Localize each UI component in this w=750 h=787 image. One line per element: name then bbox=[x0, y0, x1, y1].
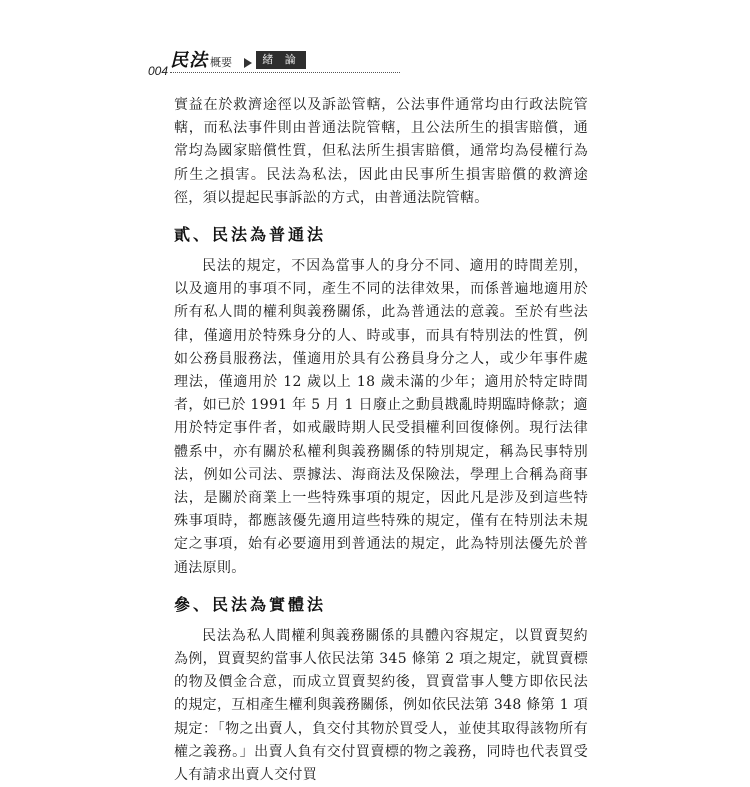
header-divider bbox=[170, 72, 400, 73]
section-heading-general-law: 貳、民法為普通法 bbox=[174, 225, 327, 245]
page-number: 004 bbox=[148, 64, 169, 78]
paragraph-general-law: 民法的規定，不因為當事人的身分不同、適用的時間差別，以及適用的事項不同，產生不同的法律效果，而係普遍地適用於所有私人間的權利與義務關係，此為普通法的意義。至於有些法律，僅適用於特殊身分的人、時或事，而具有特別法的性質，例如公務員服務法，僅適用於具有公務員身分之人，或少年事件處理法，僅適用於 12 歲以上 18 歲未滿的少年；適用於特定時間者，如已於 1991 年 5 月 1 日廢止之動員戡亂時期臨時條款；適用於特定事件者，如戒嚴時期人民受損權利回復條例。現行法律體系中，亦有關於私權利與義務關係的特別規定，稱為民事特別法，例如公司法、票據法、海商法及保險法，學理上合稱為商事法，是關於商業上一些特殊事項的規定，因此凡是涉及到這些特殊事項時，都應該優先適用這些特殊的規定，僅有在特別法未規定之事項，始有必要適用到普通法的規定，此為特別法優先於普通法原則。 bbox=[174, 258, 588, 576]
chapter-badge: 緒 論 bbox=[256, 51, 306, 69]
page-body bbox=[174, 94, 588, 787]
book-subtitle: 概要 bbox=[210, 56, 232, 69]
book-title: 民法 bbox=[170, 50, 208, 71]
paragraph-substantive-law: 民法為私人間權利與義務關係的具體內容規定，以買賣契約為例，買賣契約當事人依民法第 345 條第 2 項之規定，就買賣標的物及價金合意，而成立買賣契約後，買賣當事人雙方即依民法的規定，互相產生權利與義務關係，例如依民法第 348 條第 1 項規定：「物之出賣人，負交付其物於買受人，並使其取得該物所有權之義務。」出賣人負有交付買賣標的物之義務，同時也代表買受人有請求出賣人交付買 bbox=[174, 627, 588, 784]
arrow-right-icon bbox=[244, 58, 252, 68]
paragraph-intro: 實益在於救濟途徑以及訴訟管轄，公法事件通常均由行政法院管轄，而私法事件則由普通法院管轄，且公法所生的損害賠償，通常均為國家賠償性質，但私法所生損害賠償，通常均為侵權行為所生之損害。民法為私法，因此由民事所生損害賠償的救濟途徑，須以提起民事訴訟的方式，由普通法院管轄。 bbox=[174, 97, 588, 206]
section-heading-substantive-law: 參、民法為實體法 bbox=[174, 594, 327, 614]
running-header bbox=[148, 44, 448, 84]
